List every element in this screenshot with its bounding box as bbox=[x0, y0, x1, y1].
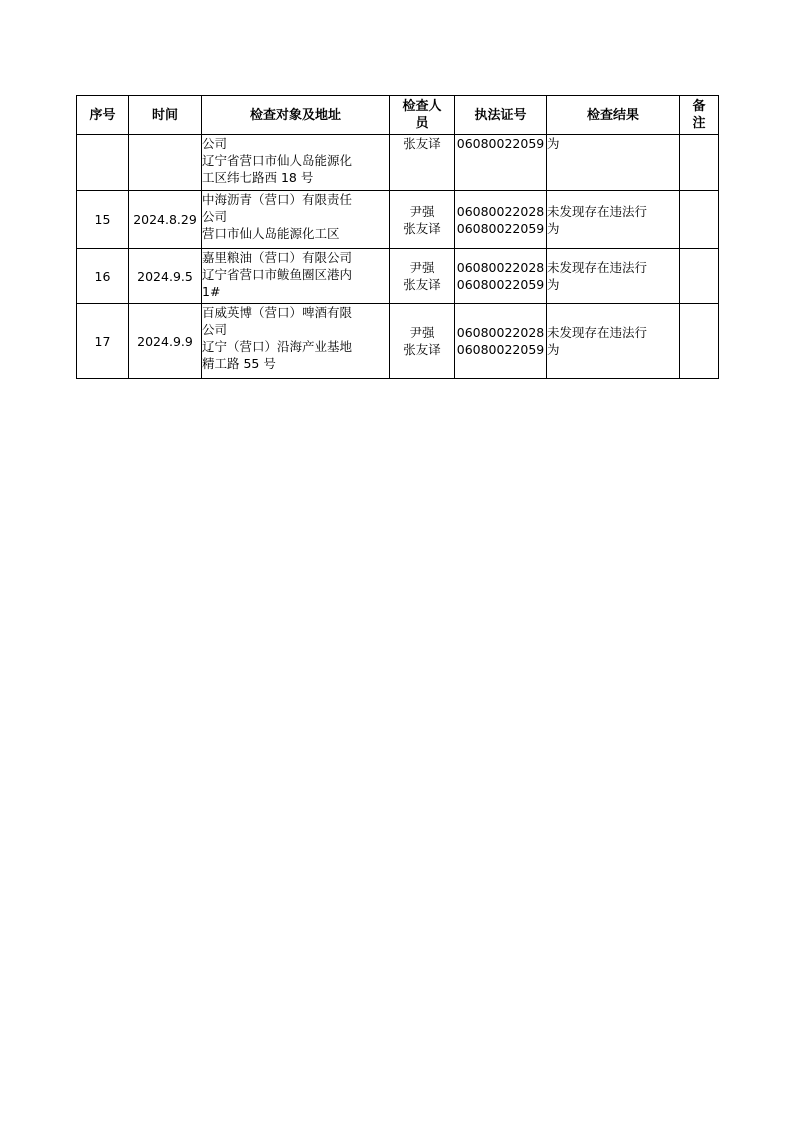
header-result: 检查结果 bbox=[547, 96, 680, 135]
header-remark bbox=[680, 96, 719, 135]
header-inspectors bbox=[390, 96, 455, 135]
cell-date: 2024.9.5 bbox=[129, 249, 202, 304]
header-inspectors-line2: 员 bbox=[415, 116, 429, 131]
cell-result: 为 bbox=[547, 135, 680, 191]
cell-seq: 16 bbox=[77, 249, 129, 304]
header-cert: 执法证号 bbox=[455, 96, 547, 135]
header-target: 检查对象及地址 bbox=[202, 96, 390, 135]
table-row bbox=[77, 191, 719, 249]
cell-remark bbox=[680, 249, 719, 304]
cell-result: 未发现存在违法行 为 bbox=[547, 304, 680, 379]
cell-cert: 06080022028 06080022059 bbox=[455, 249, 547, 304]
cell-date: 2024.9.9 bbox=[129, 304, 202, 379]
cell-remark bbox=[680, 191, 719, 249]
table-header-row bbox=[77, 96, 719, 135]
header-inspectors-line1: 检查人 bbox=[402, 99, 442, 114]
cell-target: 百威英博（营口）啤酒有限 公司 辽宁（营口）沿海产业基地 精工路 55 号 bbox=[202, 304, 390, 379]
table-row bbox=[77, 135, 719, 191]
header-remark-line1: 备 bbox=[692, 99, 706, 114]
cell-result: 未发现存在违法行 为 bbox=[547, 249, 680, 304]
inspection-records-table bbox=[76, 95, 719, 379]
cell-seq: 15 bbox=[77, 191, 129, 249]
cell-seq bbox=[77, 135, 129, 191]
cell-seq: 17 bbox=[77, 304, 129, 379]
cell-inspectors: 尹强 张友译 bbox=[390, 249, 455, 304]
cell-date bbox=[129, 135, 202, 191]
cell-target: 嘉里粮油（营口）有限公司 辽宁省营口市鲅鱼圈区港内 1# bbox=[202, 249, 390, 304]
table-row bbox=[77, 249, 719, 304]
cell-inspectors: 张友译 bbox=[390, 135, 455, 191]
cell-inspectors: 尹强 张友译 bbox=[390, 191, 455, 249]
table-row bbox=[77, 304, 719, 379]
cell-date: 2024.8.29 bbox=[129, 191, 202, 249]
cell-inspectors: 尹强 张友译 bbox=[390, 304, 455, 379]
cell-cert: 06080022028 06080022059 bbox=[455, 191, 547, 249]
cell-remark bbox=[680, 304, 719, 379]
cell-result: 未发现存在违法行 为 bbox=[547, 191, 680, 249]
header-seq: 序号 bbox=[77, 96, 129, 135]
header-remark-line2: 注 bbox=[692, 116, 706, 131]
cell-target: 中海沥青（营口）有限责任 公司 营口市仙人岛能源化工区 bbox=[202, 191, 390, 249]
header-date: 时间 bbox=[129, 96, 202, 135]
cell-cert: 06080022028 06080022059 bbox=[455, 304, 547, 379]
cell-target: 公司 辽宁省营口市仙人岛能源化 工区纬七路西 18 号 bbox=[202, 135, 390, 191]
cell-cert: 06080022059 bbox=[455, 135, 547, 191]
cell-remark bbox=[680, 135, 719, 191]
